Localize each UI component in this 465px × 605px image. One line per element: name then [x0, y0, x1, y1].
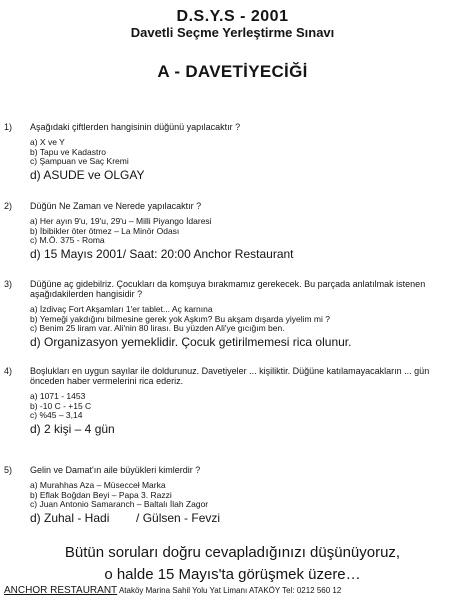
exam-code-title: D.S.Y.S - 2001 [176, 8, 289, 25]
option-b: b) Tapu ve Kadastro [30, 146, 106, 157]
option-b: b) Eflak Boğdan Beyi – Papa 3. Razzi [30, 489, 172, 500]
closing-line-1: Bütün soruları doğru cevapladığınızı düşünüyoruz, [64, 544, 401, 561]
question-3 [4, 279, 459, 349]
option-c: c) Juan Antonio Samaranch – Baltalı İlah Zagor [30, 499, 209, 509]
option-c: c) M.Ö. 375 - Roma [30, 235, 105, 245]
option-a: a) Murahhas Aza – Müsecceł Marka [30, 480, 166, 490]
question-text: Düğüne aç gidebilriz. Çocukları da komşuya bırakmamız gerekecek. Bu parçada anlatılmak istenen aşağıdakilerden hangisidir ? [30, 279, 426, 299]
option-d-answer: d) 2 kişi – 4 gün [30, 421, 115, 436]
option-a: a) Her ayın 9'u, 19'u, 29'u – Milli Piyango İdaresi [30, 216, 212, 226]
option-a: a) X ve Y [30, 137, 65, 147]
question-4 [4, 366, 459, 436]
question-text: Gelin ve Damat'ın aile büyükleri kimlerdir ? [30, 465, 201, 475]
option-c: c) Benim 25 liram var. Ali'nin 80 lirası. Bu yüzden Ali'ye gıcığım ben. [30, 323, 285, 333]
closing-line-2: o halde 15 Mayıs'ta görüşmek üzere… [104, 566, 361, 583]
restaurant-address: Ataköy Marina Sahil Yolu Yat Limanı ATAKÖY Tel: 0212 560 12 [118, 586, 342, 595]
question-number: 2) [4, 201, 13, 211]
option-b: b) -10 C - +15 C [30, 400, 92, 411]
question-number: 4) [4, 366, 13, 376]
question-1 [4, 122, 459, 182]
option-b: b) İbibikler öter ötmez – La Minör Odası [30, 225, 180, 236]
option-d-answer: d) 15 Mayıs 2001/ Saat: 20:00 Anchor Restaurant [30, 246, 294, 261]
option-c: c) %45 – 3,14 [30, 410, 83, 420]
options-list [30, 217, 459, 261]
question-5 [4, 465, 459, 525]
option-d-answer: d) ASUDE ve OLGAY [30, 167, 145, 182]
option-b: b) Yemeği yakdığını bilmesine gerek yok Aşkım? Bu akşam dışarda yiyelim mi ? [30, 313, 330, 324]
exam-name-title: Davetli Seçme Yerleştirme Sınavı [130, 25, 335, 40]
question-text: Düğün Ne Zaman ve Nerede yapılacaktır ? [30, 201, 202, 211]
options-list [30, 305, 459, 349]
restaurant-name: ANCHOR RESTAURANT [4, 585, 118, 596]
invitation-title: A - DAVETİYECİĞİ [157, 62, 308, 81]
question-text: Aşağıdaki çiftlerden hangisinin düğünü yapılacaktır ? [30, 122, 241, 132]
option-d-answer: d) Organizasyon yemeklidir. Çocuk getirilmemesi rica olunur. [30, 334, 352, 349]
options-list [30, 392, 459, 436]
question-number: 5) [4, 465, 13, 475]
option-a: a) İzdivaç Fort Akşamları 1'er tablet... Aç karnına [30, 304, 213, 314]
question-number: 1) [4, 122, 13, 132]
footer [4, 585, 462, 596]
question-number: 3) [4, 279, 13, 289]
option-c: c) Şampuan ve Saç Kremi [30, 156, 129, 166]
option-d-answer: d) Zuhal - Hadi / Gülsen - Fevzi [30, 510, 221, 525]
question-2 [4, 201, 459, 261]
options-list [30, 481, 459, 525]
options-list [30, 138, 459, 182]
option-a: a) 1071 - 1453 [30, 391, 86, 401]
question-text: Boşlukları en uygun sayılar ile doldurunuz. Davetiyeler ... kişiliktir. Düğüne katılamayacakların ... gün önceden haber vermelerini rica ederiz. [30, 366, 430, 386]
